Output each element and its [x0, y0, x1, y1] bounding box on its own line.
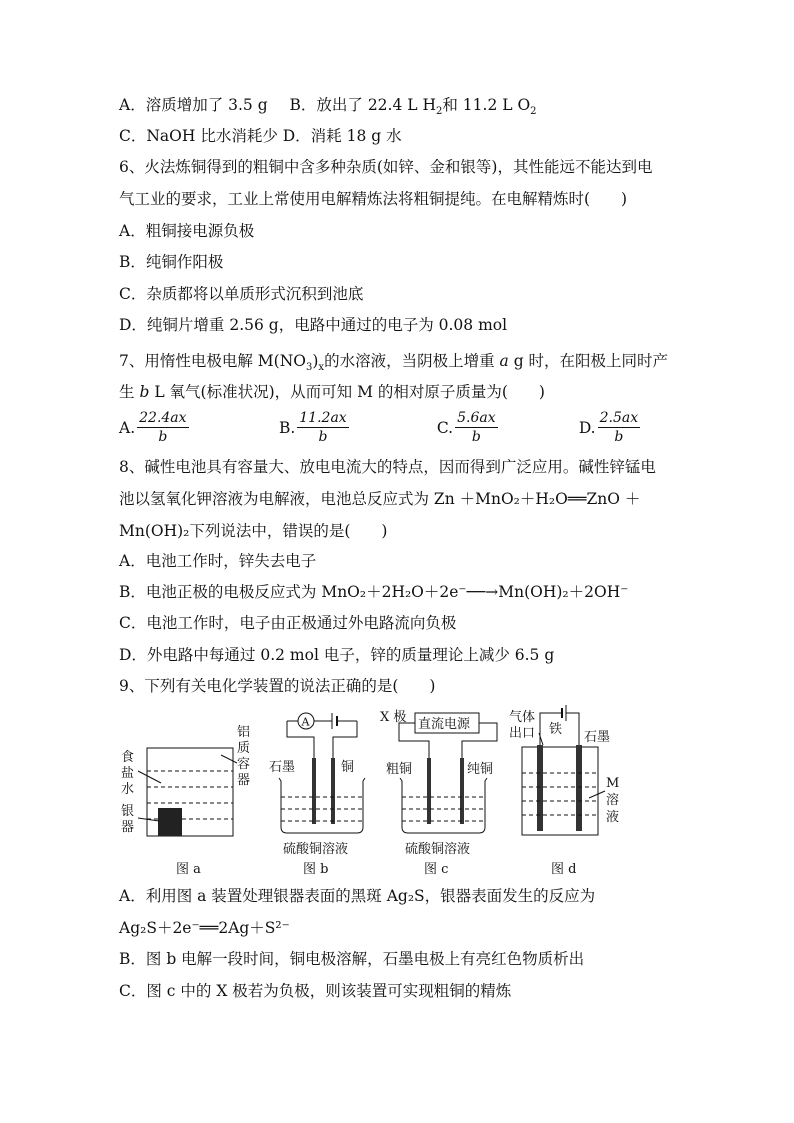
- q5-option-b: B．放出了 22.4 L $H_2$和 11.2 L $O_2$: [289, 96, 537, 118]
- graphite-electrode-d: [576, 745, 582, 831]
- q6-stem-1: 6、火法炼铜得到的粗铜中含多种杂质(如锌、金和银等)，其性能远不能达到电: [119, 158, 653, 176]
- figure-b: [269, 713, 365, 877]
- q6-option-d: D．纯铜片增重 2.56 g，电路中通过的电子为 0.08 mol: [119, 316, 508, 334]
- q8-option-b: B．电池正极的电极反应式为 MnO₂＋2H₂O＋2e⁻──→Mn(OH)₂＋2OH⁻: [119, 583, 629, 601]
- figure-c: [380, 709, 497, 877]
- label-pure-copper: 纯铜: [467, 762, 494, 777]
- caption-a: 图 a: [176, 862, 201, 877]
- q8-option-c: C．电池工作时，电子由正极通过外电路流向负极: [119, 614, 457, 632]
- q8-stem-1: 8、碱性电池具有容量大、放电电流大的特点，因而得到广泛应用。碱性锌锰电: [119, 458, 656, 476]
- label-iron: 铁: [549, 722, 563, 737]
- label-shi: 食: [121, 750, 135, 765]
- caption-c: 图 c: [424, 862, 449, 877]
- label-ye: 液: [606, 810, 620, 825]
- label-gas: 气体: [509, 710, 536, 725]
- label-lv: 铝: [237, 725, 251, 740]
- ammeter-label: A: [301, 715, 310, 729]
- q6-option-a: A．粗铜接电源负极: [119, 222, 255, 240]
- q9-option-a-1: A．利用图 a 装置处理银器表面的黑斑 Ag₂S，银器表面发生的反应为: [119, 887, 596, 905]
- label-graphite-d: 石墨: [584, 730, 611, 745]
- graphite-electrode: [312, 758, 316, 824]
- label-m: M: [606, 776, 620, 791]
- label-rong: 容: [237, 757, 251, 772]
- figure-d: [509, 705, 619, 877]
- label-solution-b: 硫酸铜溶液: [283, 842, 349, 857]
- q7-option-b: B. $\frac{11.2ax}{b}$: [278, 410, 347, 445]
- label-qi2: 器: [237, 773, 251, 788]
- q7-option-c: C. $\frac{5.6ax}{b}$: [436, 410, 496, 445]
- label-qi: 器: [121, 820, 135, 835]
- label-yin: 银: [121, 804, 135, 819]
- q8-stem-2: 池以氢氧化钾溶液为电解液，电池总反应式为 Zn ＋MnO₂＋H₂O══ZnO ＋: [119, 490, 641, 508]
- q7-stem-2: 生 b L 氧气(标准状况)，从而可知 M 的相对原子质量为( ): [119, 383, 545, 401]
- caption-b: 图 b: [303, 862, 329, 877]
- label-dc-power: 直流电源: [418, 717, 471, 732]
- label-yan: 盐: [121, 766, 135, 781]
- label-graphite-b: 石墨: [269, 760, 296, 775]
- crude-copper-electrode: [427, 758, 431, 824]
- q6-stem-2: 气工业的要求，工业上常使用电解精炼法将粗铜提纯。在电解精炼时( ): [119, 190, 628, 208]
- q9-option-a-2: Ag₂S＋2e⁻══2Ag＋S²⁻: [119, 919, 290, 937]
- q7-options: [119, 409, 640, 446]
- label-crude-copper: 粗铜: [386, 762, 413, 777]
- pure-copper-electrode: [460, 758, 464, 824]
- q7-stem-1: 7、用惰性电极电解 $M(NO_3)_x$的水溶液，当阴极上增重 a g 时，在阳极上同时产: [119, 352, 669, 374]
- apparatus-diagram: [119, 703, 639, 878]
- label-zhi: 质: [237, 741, 251, 756]
- q8-option-a: A．电池工作时，锌失去电子: [119, 552, 317, 570]
- q9-stem: 9、下列有关电化学装置的说法正确的是( ): [119, 677, 436, 695]
- q5-option-a: A．溶质增加了 3.5 g: [119, 96, 268, 114]
- silver-object: [158, 808, 182, 836]
- electrochemistry-figure: [119, 703, 639, 878]
- q7-option-d: D. $\frac{2.5ax}{b}$: [578, 410, 639, 445]
- q6-option-b: B．纯铜作阳极: [119, 253, 224, 271]
- q5-options-ab: [119, 94, 537, 123]
- q7-option-a: A. $\frac{22.4ax}{b}$: [119, 410, 187, 445]
- caption-d: 图 d: [551, 862, 577, 877]
- q6-option-c: C．杂质都将以单质形式沉积到池底: [119, 285, 364, 303]
- iron-electrode: [537, 745, 543, 831]
- label-shui: 水: [121, 782, 135, 797]
- label-copper-b: 铜: [341, 760, 355, 775]
- label-solution-c: 硫酸铜溶液: [405, 842, 471, 857]
- label-x-electrode: X 极: [380, 710, 407, 725]
- label-rong-d: 溶: [606, 793, 620, 808]
- figure-a: [121, 725, 250, 877]
- q9-option-b: B．图 b 电解一段时间，铜电极溶解，石墨电极上有亮红色物质析出: [119, 950, 585, 968]
- copper-electrode: [331, 758, 335, 824]
- q8-option-d: D．外电路中每通过 0.2 mol 电子，锌的质量理论上减少 6.5 g: [119, 646, 555, 664]
- label-outlet: 出口: [509, 726, 536, 741]
- q5-options-cd: C．NaOH 比水消耗少 D．消耗 18 g 水: [119, 127, 402, 145]
- q9-option-c: C．图 c 中的 X 极若为负极，则该装置可实现粗铜的精炼: [119, 982, 512, 1000]
- q8-stem-3: Mn(OH)₂下列说法中，错误的是( ): [119, 522, 388, 540]
